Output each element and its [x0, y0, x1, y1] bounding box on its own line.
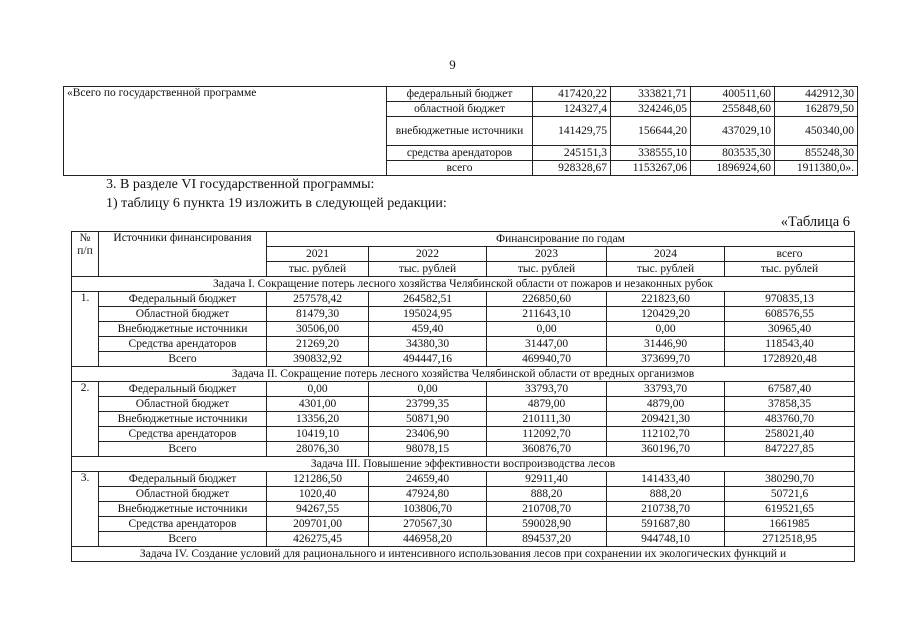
value-cell: 944748,10: [607, 532, 725, 547]
value-cell: 112102,70: [607, 427, 725, 442]
value-cell: 591687,80: [607, 517, 725, 532]
header-year-cell: 2024: [607, 247, 725, 262]
total-cell: 608576,55: [725, 307, 855, 322]
value-cell: 210708,70: [487, 502, 607, 517]
value-cell: 141429,75: [533, 117, 611, 146]
total-cell: 847227,85: [725, 442, 855, 457]
value-cell: 81479,30: [267, 307, 369, 322]
program-total-label: «Всего по государственной программе: [64, 87, 387, 176]
total-cell: 1728920,48: [725, 352, 855, 367]
header-unit-cell: тыс. рублей: [267, 262, 369, 277]
page-number: 9: [449, 57, 456, 72]
value-cell: 23406,90: [369, 427, 487, 442]
program-total-row: [64, 87, 858, 102]
value-cell: 13356,20: [267, 412, 369, 427]
funding-source-cell: Федеральный бюджет: [99, 292, 267, 307]
header-unit-cell: тыс. рублей: [725, 262, 855, 277]
table-row: [72, 397, 855, 412]
value-cell: 1153267,06: [611, 161, 691, 176]
task-number-cell: 1.: [72, 292, 99, 367]
funding-source-cell: Всего: [99, 352, 267, 367]
value-cell: 195024,95: [369, 307, 487, 322]
header-source-cell: Источники финансирования: [99, 232, 267, 277]
table-row: [72, 307, 855, 322]
funding-source-cell: Федеральный бюджет: [99, 382, 267, 397]
task-title-cell: Задача I. Сокращение потерь лесного хозяйства Челябинской области от пожаров и незаконных рубок: [72, 277, 855, 292]
value-cell: 33793,70: [487, 382, 607, 397]
value-cell: 888,20: [607, 487, 725, 502]
value-cell: 94267,55: [267, 502, 369, 517]
header-year-cell: всего: [725, 247, 855, 262]
value-cell: 28076,30: [267, 442, 369, 457]
table-row: [72, 382, 855, 397]
paragraph-table-6-instruction: 1) таблицу 6 пункта 19 изложить в следующей редакции:: [106, 196, 447, 211]
total-cell: 67587,40: [725, 382, 855, 397]
value-cell: 0,00: [267, 382, 369, 397]
table-row: [72, 487, 855, 502]
header-unit-cell: тыс. рублей: [487, 262, 607, 277]
header-num-cell: № п/п: [72, 232, 99, 277]
funding-source-cell: средства арендаторов: [387, 146, 533, 161]
value-cell: 4879,00: [607, 397, 725, 412]
value-cell: 24659,40: [369, 472, 487, 487]
value-cell: 450340,00: [775, 117, 858, 146]
task-number-cell: 2.: [72, 382, 99, 457]
value-cell: 888,20: [487, 487, 607, 502]
value-cell: 31446,90: [607, 337, 725, 352]
value-cell: 400511,60: [691, 87, 775, 102]
paragraph-section-vi: 3. В разделе VI государственной программы:: [106, 177, 375, 192]
table-row: [72, 427, 855, 442]
value-cell: 442912,30: [775, 87, 858, 102]
header-year-cell: 2022: [369, 247, 487, 262]
value-cell: 1911380,0».: [775, 161, 858, 176]
value-cell: 23799,35: [369, 397, 487, 412]
value-cell: 47924,80: [369, 487, 487, 502]
value-cell: 257578,42: [267, 292, 369, 307]
value-cell: 221823,60: [607, 292, 725, 307]
total-cell: 970835,13: [725, 292, 855, 307]
value-cell: 210111,30: [487, 412, 607, 427]
value-cell: 124327,4: [533, 102, 611, 117]
value-cell: 21269,20: [267, 337, 369, 352]
value-cell: 264582,51: [369, 292, 487, 307]
funding-source-cell: Средства арендаторов: [99, 427, 267, 442]
value-cell: 459,40: [369, 322, 487, 337]
value-cell: 209421,30: [607, 412, 725, 427]
header-year-cell: 2023: [487, 247, 607, 262]
header-unit-cell: тыс. рублей: [369, 262, 487, 277]
table-row: [72, 322, 855, 337]
task-title-cell: Задача IV. Создание условий для рационального и интенсивного использования лесов при сохранении их экологических функций и: [72, 547, 855, 562]
funding-source-cell: всего: [387, 161, 533, 176]
table-row: [72, 472, 855, 487]
funding-source-cell: Всего: [99, 532, 267, 547]
value-cell: 437029,10: [691, 117, 775, 146]
value-cell: 34380,30: [369, 337, 487, 352]
value-cell: 855248,30: [775, 146, 858, 161]
value-cell: 803535,30: [691, 146, 775, 161]
financing-table: [71, 231, 855, 562]
value-cell: 162879,50: [775, 102, 858, 117]
value-cell: 98078,15: [369, 442, 487, 457]
program-total-table: [63, 86, 858, 176]
value-cell: 31447,00: [487, 337, 607, 352]
table-row: [72, 352, 855, 367]
funding-source-cell: областной бюджет: [387, 102, 533, 117]
total-cell: 30965,40: [725, 322, 855, 337]
funding-source-cell: Внебюджетные источники: [99, 322, 267, 337]
funding-source-cell: Областной бюджет: [99, 307, 267, 322]
table-caption: «Таблица 6: [780, 214, 850, 230]
table-row: [72, 517, 855, 532]
total-cell: 483760,70: [725, 412, 855, 427]
value-cell: 426275,45: [267, 532, 369, 547]
value-cell: 324246,05: [611, 102, 691, 117]
funding-source-cell: Внебюджетные источники: [99, 412, 267, 427]
table-row: [72, 292, 855, 307]
value-cell: 10419,10: [267, 427, 369, 442]
table-row: [72, 337, 855, 352]
table-row: [72, 412, 855, 427]
table-row: [72, 502, 855, 517]
value-cell: 360196,70: [607, 442, 725, 457]
total-cell: 258021,40: [725, 427, 855, 442]
value-cell: 373699,70: [607, 352, 725, 367]
total-cell: 619521,65: [725, 502, 855, 517]
value-cell: 255848,60: [691, 102, 775, 117]
value-cell: 33793,70: [607, 382, 725, 397]
value-cell: 92911,40: [487, 472, 607, 487]
funding-source-cell: Областной бюджет: [99, 487, 267, 502]
total-cell: 37858,35: [725, 397, 855, 412]
total-cell: 50721,6: [725, 487, 855, 502]
value-cell: 209701,00: [267, 517, 369, 532]
value-cell: 210738,70: [607, 502, 725, 517]
value-cell: 120429,20: [607, 307, 725, 322]
value-cell: 141433,40: [607, 472, 725, 487]
funding-source-cell: Средства арендаторов: [99, 517, 267, 532]
value-cell: 121286,50: [267, 472, 369, 487]
table-row: [72, 532, 855, 547]
table-row: [72, 442, 855, 457]
value-cell: 1020,40: [267, 487, 369, 502]
value-cell: 4879,00: [487, 397, 607, 412]
value-cell: 0,00: [369, 382, 487, 397]
task-title-cell: Задача III. Повышение эффективности воспроизводства лесов: [72, 457, 855, 472]
value-cell: 103806,70: [369, 502, 487, 517]
value-cell: 4301,00: [267, 397, 369, 412]
funding-source-cell: Федеральный бюджет: [99, 472, 267, 487]
funding-source-cell: Внебюджетные источники: [99, 502, 267, 517]
value-cell: 226850,60: [487, 292, 607, 307]
value-cell: 338555,10: [611, 146, 691, 161]
value-cell: 333821,71: [611, 87, 691, 102]
header-unit-cell: тыс. рублей: [607, 262, 725, 277]
value-cell: 156644,20: [611, 117, 691, 146]
funding-source-cell: Средства арендаторов: [99, 337, 267, 352]
header-financing-cell: Финансирование по годам: [267, 232, 855, 247]
value-cell: 0,00: [607, 322, 725, 337]
funding-source-cell: Всего: [99, 442, 267, 457]
value-cell: 417420,22: [533, 87, 611, 102]
value-cell: 469940,70: [487, 352, 607, 367]
value-cell: 928328,67: [533, 161, 611, 176]
value-cell: 112092,70: [487, 427, 607, 442]
value-cell: 245151,3: [533, 146, 611, 161]
task-title-cell: Задача II. Сокращение потерь лесного хозяйства Челябинской области от вредных организмов: [72, 367, 855, 382]
total-cell: 118543,40: [725, 337, 855, 352]
value-cell: 360876,70: [487, 442, 607, 457]
value-cell: 446958,20: [369, 532, 487, 547]
value-cell: 494447,16: [369, 352, 487, 367]
funding-source-cell: Областной бюджет: [99, 397, 267, 412]
value-cell: 211643,10: [487, 307, 607, 322]
value-cell: 30506,00: [267, 322, 369, 337]
task-number-cell: 3.: [72, 472, 99, 547]
total-cell: 1661985: [725, 517, 855, 532]
value-cell: 0,00: [487, 322, 607, 337]
funding-source-cell: внебюджетные источники: [387, 117, 533, 146]
value-cell: 270567,30: [369, 517, 487, 532]
value-cell: 50871,90: [369, 412, 487, 427]
value-cell: 390832,92: [267, 352, 369, 367]
header-year-cell: 2021: [267, 247, 369, 262]
value-cell: 894537,20: [487, 532, 607, 547]
total-cell: 380290,70: [725, 472, 855, 487]
funding-source-cell: федеральный бюджет: [387, 87, 533, 102]
total-cell: 2712518,95: [725, 532, 855, 547]
value-cell: 590028,90: [487, 517, 607, 532]
value-cell: 1896924,60: [691, 161, 775, 176]
